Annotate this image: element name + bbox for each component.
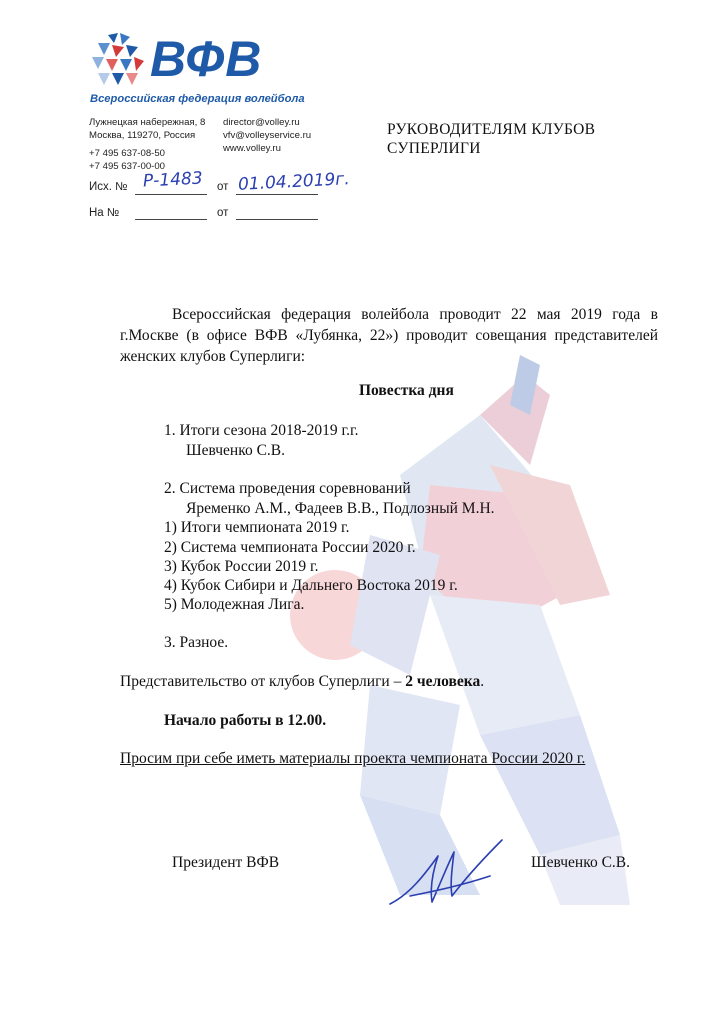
representation-count: 2 человека	[405, 673, 481, 690]
materials-note: Просим при себе иметь материалы проекта чемпионата России 2020 г.	[120, 750, 586, 767]
email-vfv: vfv@volleyservice.ru	[223, 130, 312, 141]
in-number-label: На №	[89, 207, 120, 219]
signatory-name: Шевченко С.В.	[531, 854, 631, 871]
out-number-label: Исх. №	[89, 181, 128, 193]
agenda-item-1: 1. Итоги сезона 2018-2019 г.г.	[164, 422, 359, 439]
agenda-title: Повестка дня	[359, 382, 454, 399]
agenda-subitem: 4) Кубок Сибири и Дальнего Востока 2019 г.	[164, 577, 458, 594]
address-block	[89, 116, 205, 142]
agenda-subitem: 2) Система чемпионата России 2020 г.	[164, 539, 416, 556]
phones-block	[89, 147, 165, 173]
out-date-label: от	[217, 181, 229, 193]
recipient-line: СУПЕРЛИГИ	[387, 140, 481, 157]
out-number-handwritten: Р-1483	[142, 168, 204, 192]
representation-line	[120, 671, 484, 692]
logo-wordmark: ВФВ	[150, 31, 263, 87]
organization-name: Всероссийская федерация волейбола	[90, 93, 305, 105]
phone-line: +7 495 637-00-00	[89, 161, 166, 172]
in-date-label: от	[217, 207, 229, 219]
website: www.volley.ru	[223, 143, 281, 154]
start-time: Начало работы в 12.00.	[164, 712, 327, 729]
agenda-subitem: 3) Кубок России 2019 г.	[164, 558, 319, 575]
address-line: Лужнецкая набережная, 8	[89, 117, 206, 128]
recipient-block	[387, 120, 595, 158]
email-director: director@volley.ru	[223, 117, 300, 128]
intro-paragraph: Всероссийская федерация волейбола проводит 22 мая 2019 года в г.Москве (в офисе ВФВ «Лубянка, 22») проводит совещания представителей женских клубов Суперлиги:	[120, 306, 658, 365]
out-date-handwritten: 01.04.2019г.	[237, 169, 351, 195]
out-number-line	[135, 194, 207, 195]
agenda-item-2-speakers: Яременко А.М., Фадеев В.В., Подлозный М.Н.	[186, 500, 495, 517]
recipient-line: РУКОВОДИТЕЛЯМ КЛУБОВ	[387, 121, 596, 138]
in-date-line	[236, 219, 318, 220]
representation-suffix: .	[480, 673, 485, 690]
agenda-item-3: 3. Разное.	[164, 634, 229, 651]
representation-prefix: Представительство от клубов Суперлиги –	[120, 673, 406, 690]
phone-line: +7 495 637-08-50	[89, 148, 166, 159]
agenda-item-2: 2. Система проведения соревнований	[164, 480, 411, 497]
agenda-subitem: 1) Итоги чемпионата 2019 г.	[164, 519, 350, 536]
web-contacts-block	[223, 116, 311, 155]
handwritten-signature-icon	[380, 834, 510, 914]
in-number-line	[135, 219, 207, 220]
vfv-logo-icon	[90, 33, 146, 89]
signatory-position: Президент ВФВ	[172, 854, 280, 871]
agenda-item-1-speaker: Шевченко С.В.	[186, 442, 286, 459]
address-line: Москва, 119270, Россия	[89, 130, 196, 141]
agenda-subitem: 5) Молодежная Лига.	[164, 596, 305, 613]
